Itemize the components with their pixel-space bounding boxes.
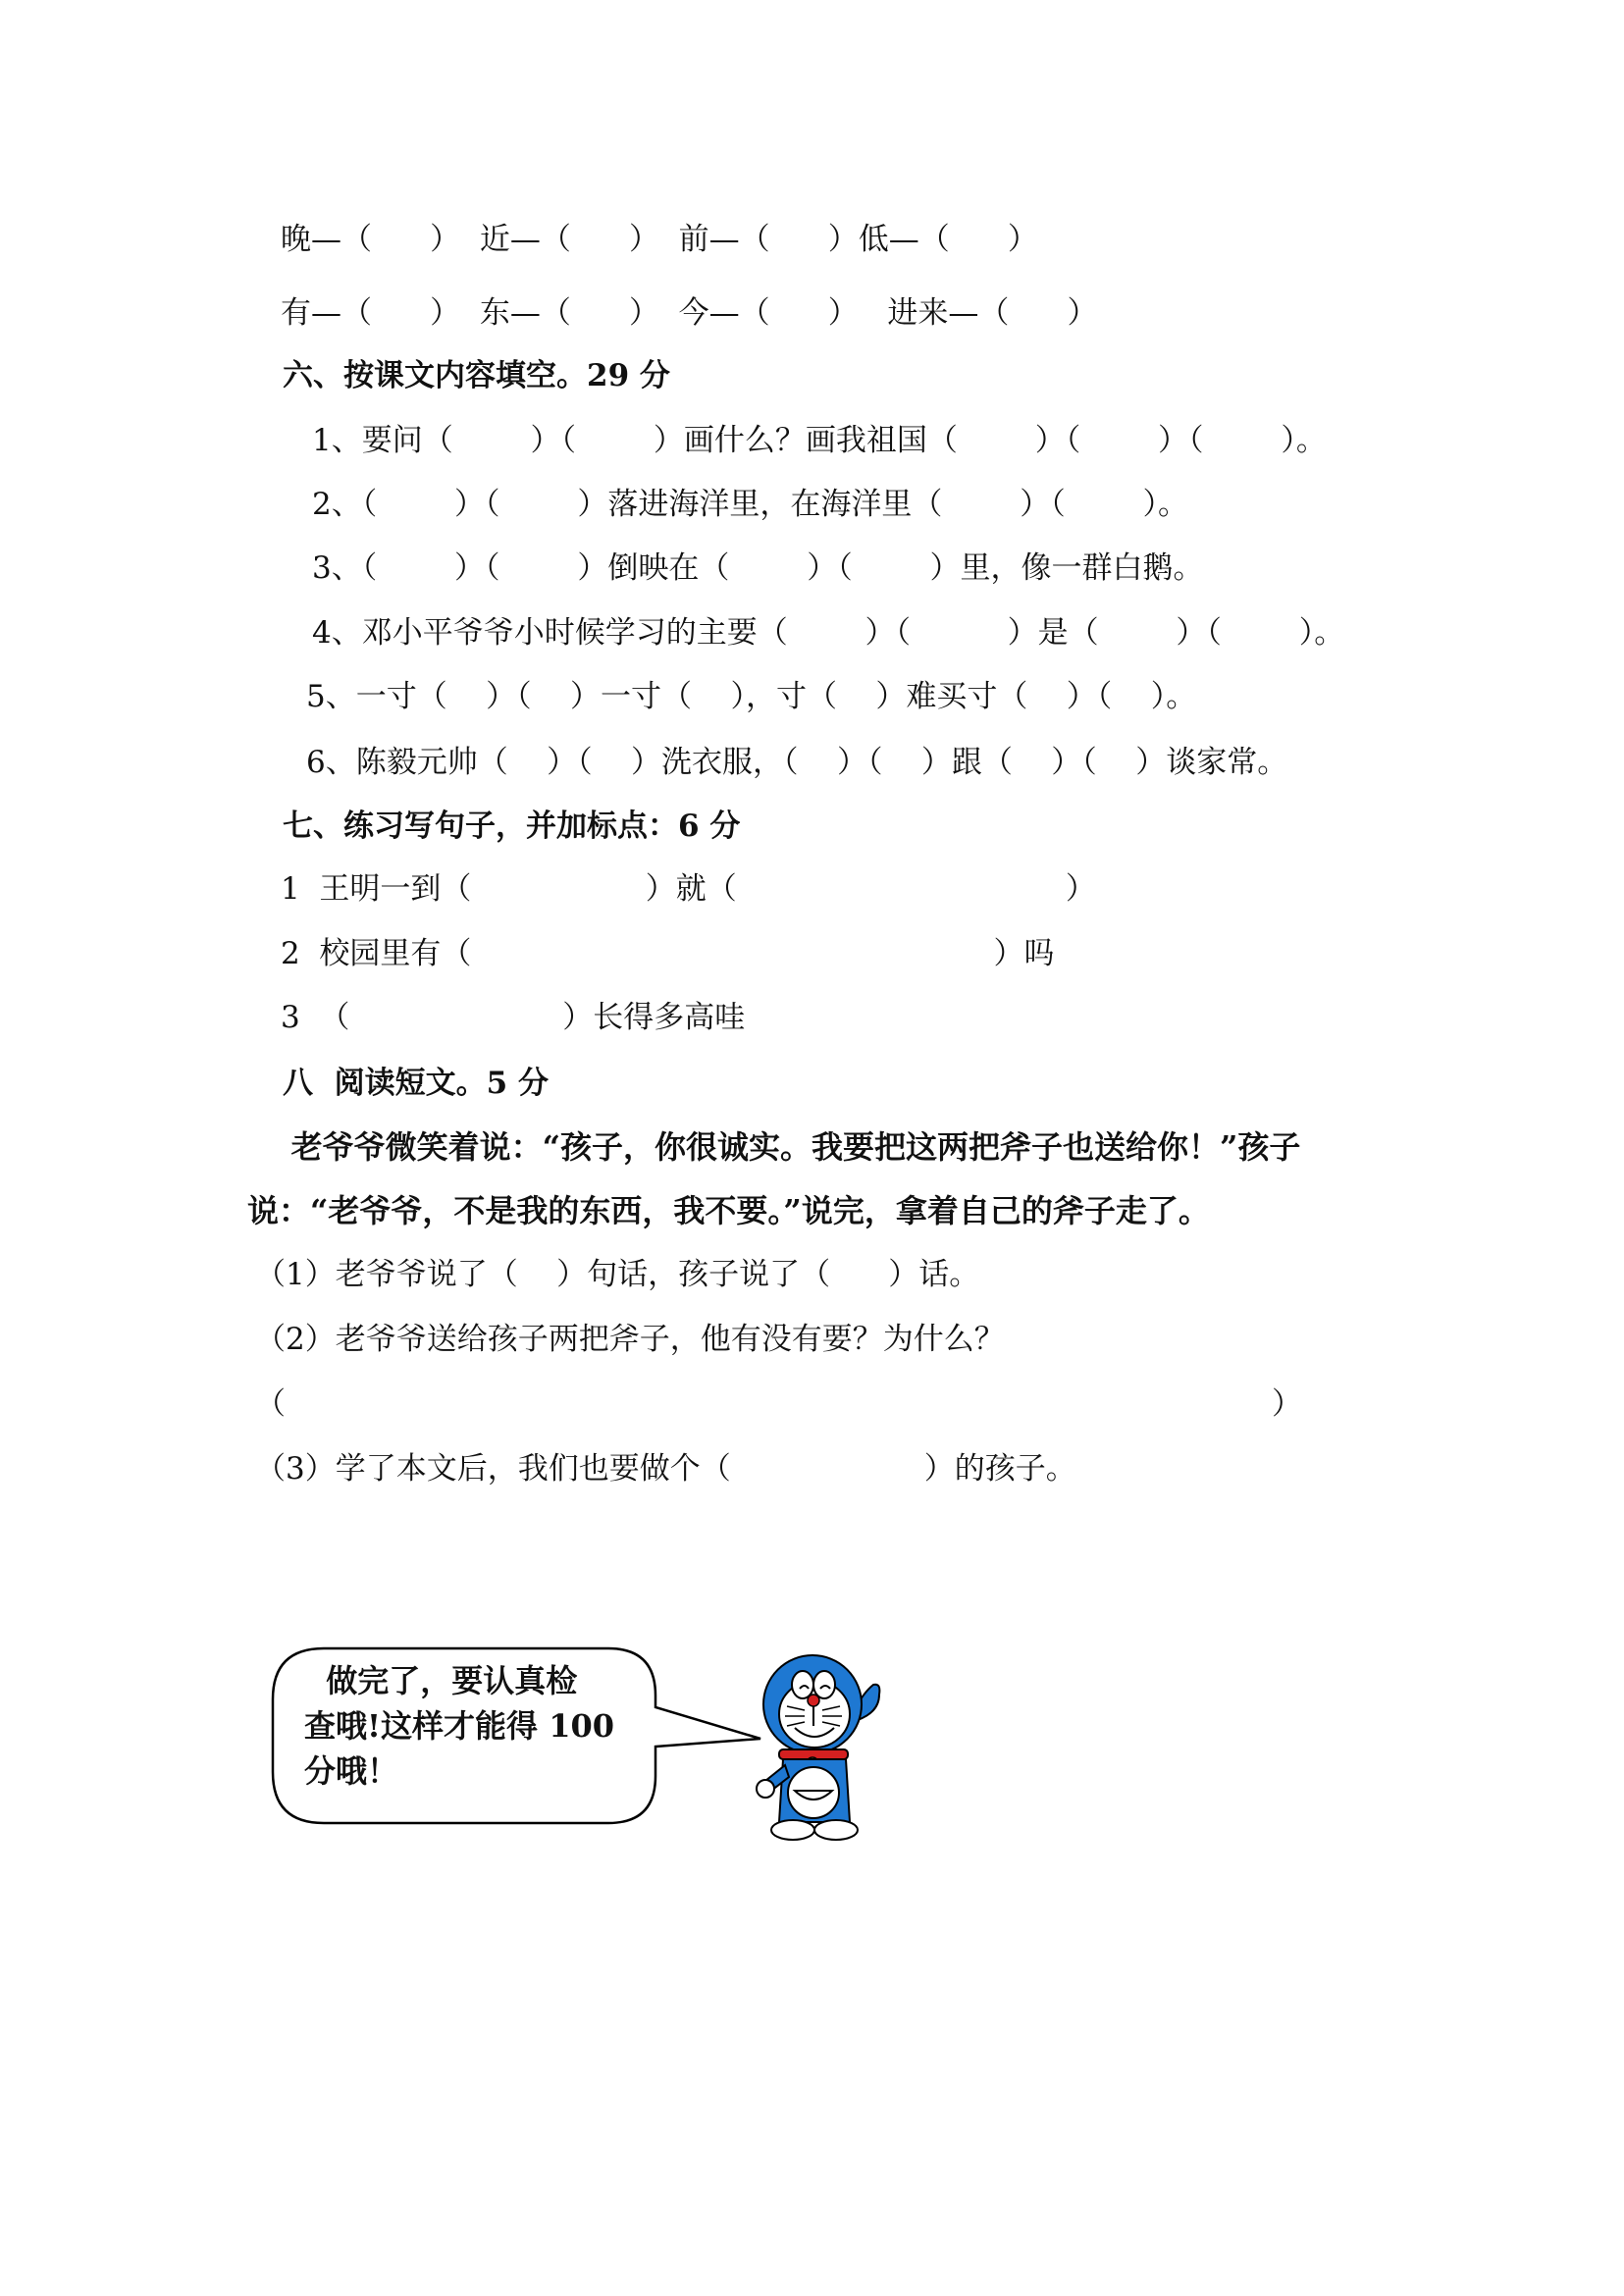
fill-blank-item-1: 1、要问（ ）（ ）画什么？画我祖国（ ）（ ）（ ）。 — [312, 423, 1327, 458]
doraemon-illustration — [752, 1644, 889, 1850]
fill-blank-item-4: 4、邓小平爷爷小时候学习的主要（ ）（ ）是（ ）（ ）。 — [312, 615, 1345, 651]
answer-paren-open: （ — [255, 1386, 286, 1422]
sentence-item-3: 3 （ ）长得多高哇 — [281, 1000, 746, 1035]
section-8-title: 八 阅读短文。5 分 — [283, 1066, 549, 1101]
reading-question-3: （3）学了本文后，我们也要做个（ ）的孩子。 — [255, 1451, 1076, 1487]
reading-passage-line-2: 说：“老爷爷，不是我的东西，我不要。”说完，拿着自己的斧子走了。 — [247, 1192, 1210, 1229]
fill-blank-item-5: 5、一寸（ ）（ ）一寸（ ），寸（ ）难买寸（ ）（ ）。 — [306, 679, 1197, 714]
sentence-item-1: 1 王明一到（ ）就（ ） — [281, 871, 1096, 907]
answer-paren-close: ） — [1272, 1386, 1302, 1422]
section-7-title: 七、练习写句子，并加标点：6 分 — [283, 809, 741, 844]
bubble-line-3: 分哦！ — [304, 1752, 399, 1790]
reading-question-2: （2）老爷爷送给孩子两把斧子，他有没有要？为什么？ — [255, 1322, 1005, 1357]
bubble-line-1: 做完了，要认真检 — [304, 1662, 578, 1699]
sentence-item-2: 2 校园里有（ ）吗 — [281, 936, 1055, 971]
bubble-line-2: 查哦!这样才能得 100 — [304, 1707, 614, 1745]
fill-blank-item-3: 3、（ ）（ ）倒映在（ ）（ ）里，像一群白鹅。 — [312, 550, 1204, 586]
section-6-title: 六、按课文内容填空。29 分 — [283, 358, 670, 393]
fill-blank-item-6: 6、陈毅元帅（ ）（ ）洗衣服，（ ）（ ）跟（ ）（ ）谈家常。 — [306, 745, 1288, 780]
reading-passage-line-1: 老爷爷微笑着说：“孩子，你很诚实。我要把这两把斧子也送给你！”孩子 — [247, 1128, 1301, 1166]
bubble-message — [304, 1658, 638, 1794]
antonym-row-2: 有—（ ） 东—（ ） 今—（ ） 进来—（ ） — [281, 295, 1098, 331]
fill-blank-item-2: 2、（ ）（ ）落进海洋里，在海洋里（ ）（ ）。 — [312, 487, 1189, 522]
antonym-row-1: 晚—（ ） 近—（ ） 前—（ ）低—（ ） — [281, 222, 1038, 257]
reading-question-1: （1）老爷爷说了（ ）句话，孩子说了（ ）话。 — [255, 1257, 980, 1292]
